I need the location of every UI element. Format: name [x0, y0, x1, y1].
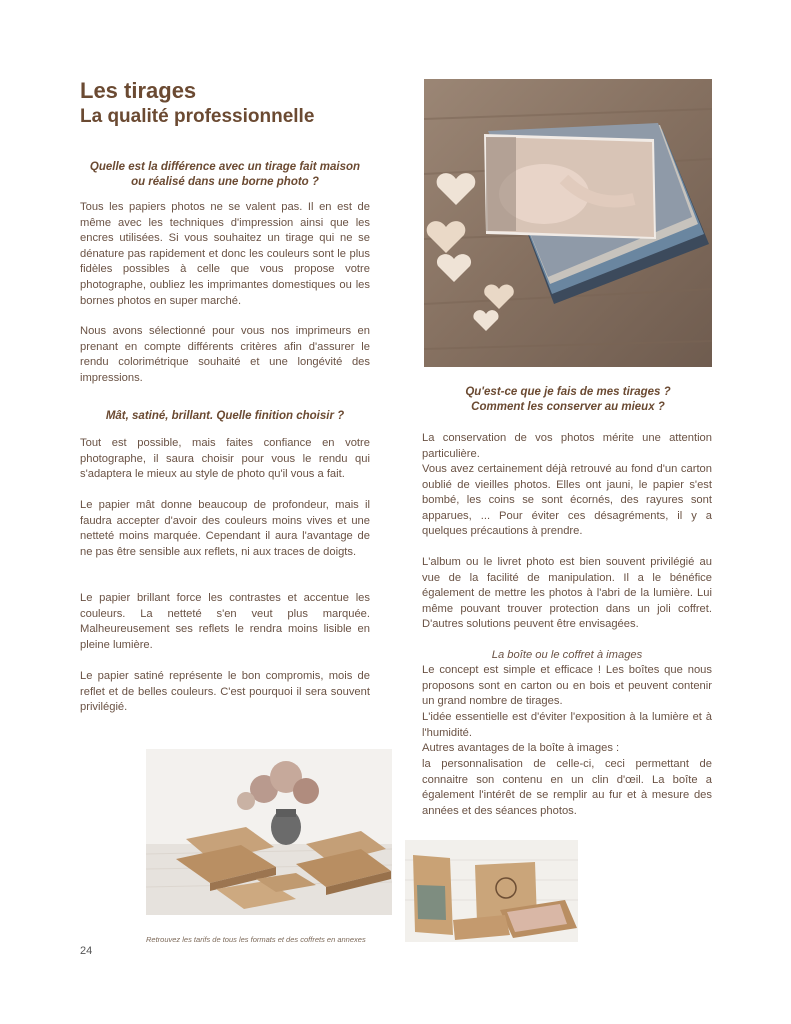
wooden-boxes-illustration	[405, 840, 578, 942]
question-heading-3	[424, 385, 712, 415]
annexes-caption: Retrouvez les tarifs de tous les formats et des coffrets en annexes	[146, 935, 366, 944]
paragraph: Le concept est simple et efficace ! Les boîtes que nous proposons sont en carton ou en bois et peuvent contenir un grand nombre de tirages.	[422, 664, 712, 708]
paragraph: Le papier satiné représente le bon compromis, mois de reflet et de belles couleurs. C'est pourquoi il sera souvent privilégié.	[80, 670, 370, 714]
boite-subheading: La boîte ou le coffret à images	[491, 649, 643, 661]
paragraph: Vous avez certainement déjà retrouvé au fond d'un carton oublié de vieilles photos. Elles ont jauni, le papier s'est bombé, les coins se sont écornés, des rayures sont apparues, ... Pour éviter ces désagréments, il y a quelques précautions à prendre.	[422, 463, 712, 538]
paragraph: La conservation de vos photos mérite une attention particulière.	[422, 432, 712, 460]
question-line: Comment les conserver au mieux ?	[471, 401, 665, 413]
photo-stack-image	[424, 79, 712, 367]
wooden-boxes-photo	[405, 840, 578, 942]
paragraph: Nous avons sélectionné pour vous nos imprimeurs en prenant en compte différents critères afin d'assurer le rendu colorimétrique souhaité et une longévité des impressions.	[80, 325, 370, 384]
page-subtitle: La qualité professionnelle	[80, 106, 315, 127]
paragraph: Autres avantages de la boîte à images :	[422, 742, 620, 754]
question-heading-1	[80, 160, 370, 190]
page-title: Les tirages	[80, 78, 197, 103]
question-line: Qu'est-ce que je fais de mes tirages ?	[465, 386, 671, 398]
question-line: ou réalisé dans une borne photo ?	[131, 176, 319, 188]
paragraph: L'idée essentielle est d'éviter l'exposition à la lumière et à l'humidité.	[422, 711, 712, 739]
paragraph: la personnalisation de celle-ci, ceci permettant de connaitre son contenu en un clin d'œil. La boîte a également l'intérêt de se remplir au fur et à mesure des années et des séances photos.	[422, 758, 712, 817]
photo-stack-illustration	[424, 79, 712, 367]
page-number: 24	[80, 945, 93, 957]
paragraph: Le papier mât donne beaucoup de profondeur, mais il faudra accepter d'avoir des couleurs moins vives et une netteté moins marquée. Cependant il aura l'avantage de ne pas être sensible aux reflets, ni aux traces de doigts.	[80, 499, 370, 558]
kraft-boxes-photo	[146, 749, 392, 915]
paragraph: Tout est possible, mais faites confiance en votre photographe, il saura choisir pour vous le rendu qui s'adaptera le mieux au style de photo qu'il vous a fait.	[80, 437, 370, 481]
question-heading-2: Mât, satiné, brillant. Quelle finition choisir ?	[105, 410, 345, 422]
question-line: Quelle est la différence avec un tirage fait maison	[89, 161, 361, 173]
paragraph: L'album ou le livret photo est bien souvent privilégié au vue de la facilité de manipulation. Il a le bénéfice également de mettre les photos à l'abri de la lumière. Lui même pouvant trouver protection dans un joli coffret. D'autres solutions peuvent être envisagées.	[422, 556, 712, 631]
paragraph: Le papier brillant force les contrastes et accentue les couleurs. La netteté s'en veut plus marquée. Malheureusement ses reflets le rendra moins lisible en pleine lumière.	[80, 592, 370, 651]
paragraph: Tous les papiers photos ne se valent pas. Il en est de même avec les techniques d'impression ainsi que les encres utilisées. Si vous souhaitez un tirage qui ne se dénature pas rapidement et donc les couleurs sont le plus fidèles possibles à celle que vous propose votre photographe, oubliez les imprimantes domestiques ou les bornes photos en super marché.	[80, 201, 370, 307]
kraft-boxes-illustration	[146, 749, 392, 915]
